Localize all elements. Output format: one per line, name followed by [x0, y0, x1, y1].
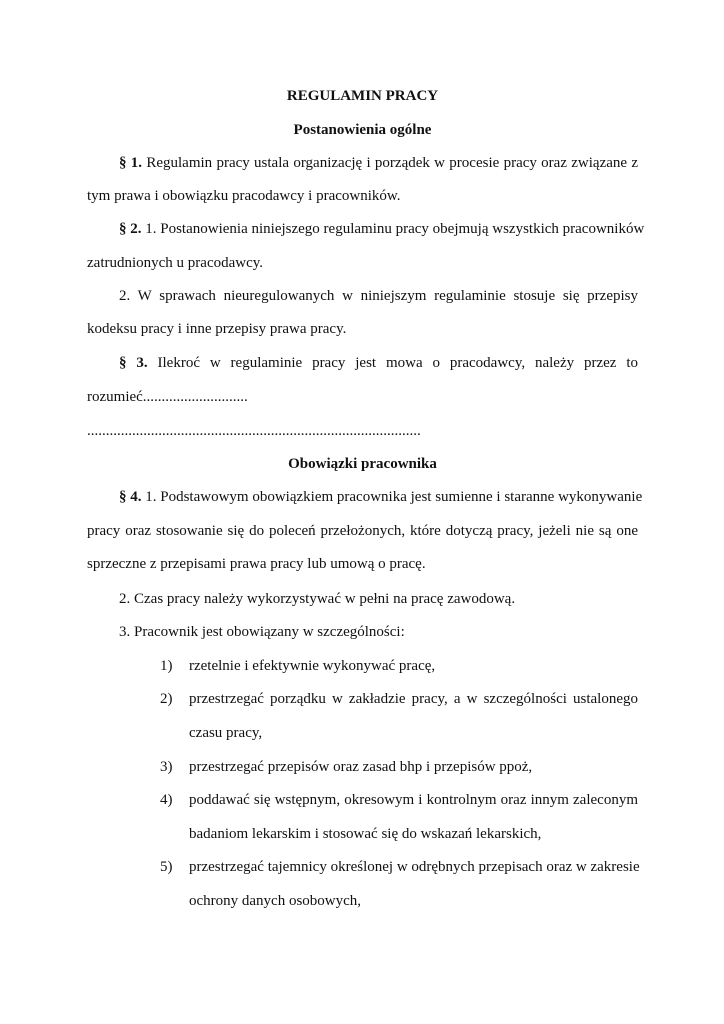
- paragraph-text: Regulamin pracy ustala organizację i porządek w procesie pracy oraz związane z: [146, 155, 639, 171]
- list-item-number: 3): [160, 759, 173, 775]
- list-item-number: 5): [160, 859, 173, 875]
- paragraph-2-line-2: zatrudnionych u pracodawcy.: [87, 255, 264, 271]
- paragraph-3-line-2: rozumieć............................: [87, 389, 248, 405]
- list-item-text-continued: badaniom lekarskim i stosować się do wskazań lekarskich,: [189, 826, 542, 842]
- paragraph-4-line-3: sprzeczne z przepisami prawa pracy lub umową o pracę.: [87, 556, 426, 572]
- section-heading-duties: Obowiązki pracownika: [288, 456, 437, 472]
- list-item-text-continued: czasu pracy,: [189, 725, 263, 741]
- paragraph-3-line-1: [119, 353, 638, 373]
- list-item-text: rzetelnie i efektywnie wykonywać pracę,: [189, 658, 436, 674]
- paragraph-text: Ilekroć w regulaminie pracy jest mowa o pracodawcy, należy przez to: [157, 355, 638, 371]
- paragraph-2-line-1: [119, 219, 645, 239]
- list-item-text: przestrzegać tajemnicy określonej w odrębnych przepisach oraz w zakresie: [189, 859, 640, 875]
- list-item-text: poddawać się wstępnym, okresowym i kontrolnym oraz innym zaleconym: [189, 792, 638, 808]
- list-item-text: przestrzegać porządku w zakładzie pracy, a w szczególności ustalonego: [189, 691, 638, 707]
- paragraph-mark: § 4.: [119, 489, 142, 505]
- list-item-number: 4): [160, 792, 173, 808]
- paragraph-4-line-2: pracy oraz stosowanie się do poleceń przełożonych, które dotyczą pracy, jeżeli nie są one: [87, 523, 638, 539]
- paragraph-2b-line-2: kodeksu pracy i inne przepisy prawa pracy.: [87, 321, 347, 337]
- paragraph-2b-line-1: 2. W sprawach nieuregulowanych w niniejszym regulaminie stosuje się przepisy: [119, 288, 638, 304]
- paragraph-1-line-1: [119, 153, 638, 173]
- paragraph-4b: 2. Czas pracy należy wykorzystywać w pełni na pracę zawodową.: [119, 591, 516, 607]
- list-item-number: 2): [160, 691, 173, 707]
- list-item-text: przestrzegać przepisów oraz zasad bhp i przepisów ppoż,: [189, 759, 533, 775]
- paragraph-mark: § 2.: [119, 221, 142, 237]
- paragraph-4-line-1: [119, 487, 643, 507]
- list-item-number: 1): [160, 658, 173, 674]
- paragraph-text: 1. Postanowienia niniejszego regulaminu pracy obejmują wszystkich pracowników: [145, 221, 645, 237]
- section-heading-general: Postanowienia ogólne: [293, 122, 432, 138]
- paragraph-1-line-2: tym prawa i obowiązku pracodawcy i pracowników.: [87, 188, 401, 204]
- paragraph-text: 1. Podstawowym obowiązkiem pracownika jest sumienne i staranne wykonywanie: [145, 489, 643, 505]
- paragraph-mark: § 3.: [119, 355, 148, 371]
- document-title: REGULAMIN PRACY: [286, 88, 439, 104]
- paragraph-3-line-3: .........................................................................................: [87, 423, 421, 439]
- paragraph-4c: 3. Pracownik jest obowiązany w szczególności:: [119, 624, 405, 640]
- list-item-text-continued: ochrony danych osobowych,: [189, 893, 362, 909]
- paragraph-mark: § 1.: [119, 155, 143, 171]
